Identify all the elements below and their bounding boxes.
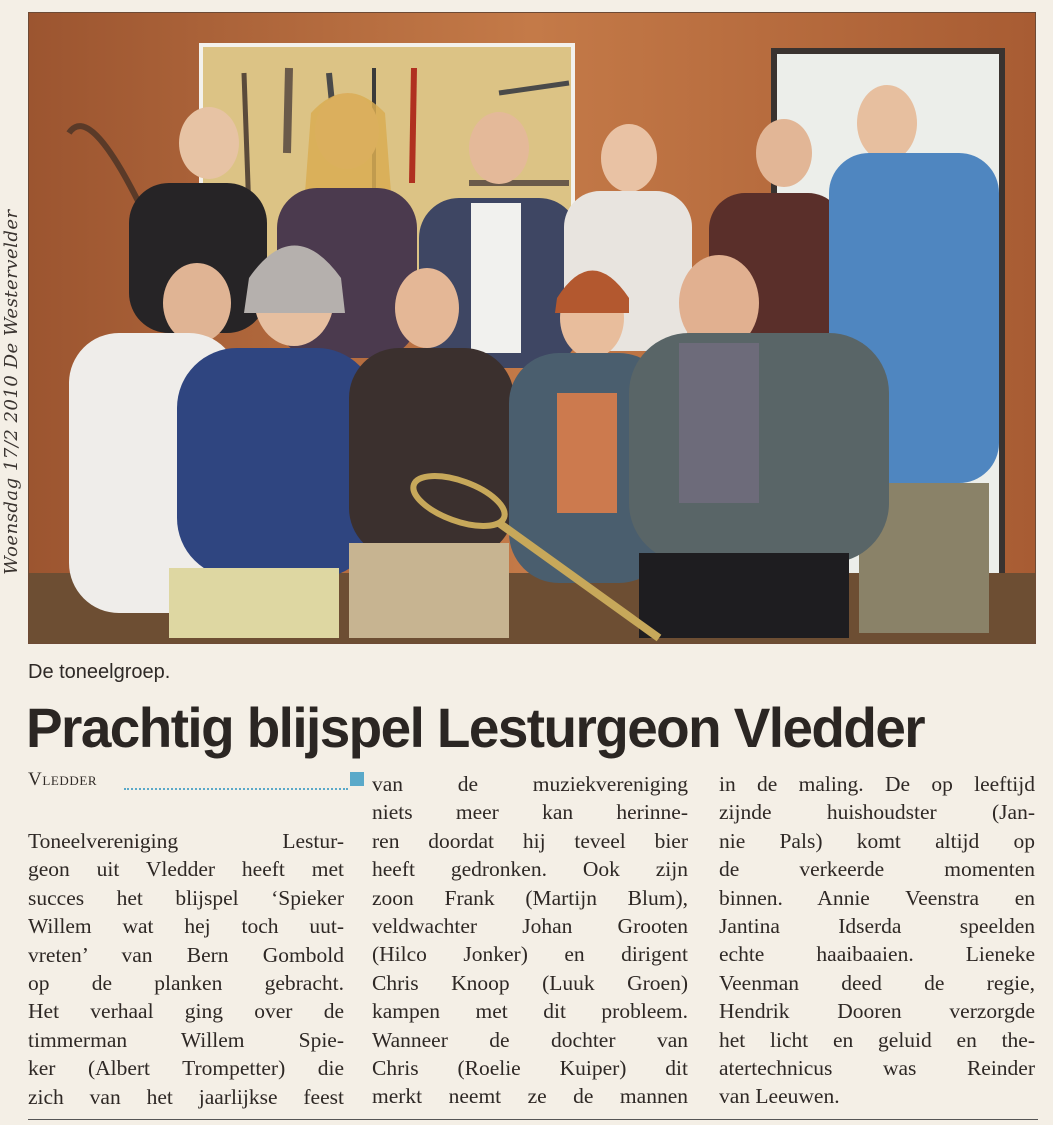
text-line: atertechnicus was Reinder — [719, 1056, 1035, 1081]
photo-caption: De toneelgroep. — [28, 661, 171, 683]
text-line: de verkeerde momenten — [719, 857, 1035, 882]
text-line: (Hilco Jonker) en dirigent — [372, 942, 688, 967]
text-line: heeft gedronken. Ook zijn — [372, 857, 688, 882]
text-line: nie Pals) komt altijd op — [719, 828, 1035, 853]
handwritten-date-note: Woensdag 17/2 2010 De Westervelder — [1, 209, 22, 575]
dateline-square-icon — [350, 772, 364, 786]
text-line: zich van het jaarlijkse feest — [28, 1084, 344, 1109]
text-line: merkt neemt ze de mannen — [372, 1084, 688, 1109]
text-line: Veenman deed de regie, — [719, 970, 1035, 995]
dateline-rule — [124, 788, 348, 790]
text-line: Chris Knoop (Luuk Groen) — [372, 970, 688, 995]
text-line: het licht en geluid en the- — [719, 1027, 1035, 1052]
dateline: Vledder — [28, 769, 98, 790]
text-line: geon uit Vledder heeft met — [28, 857, 344, 882]
group-photo — [28, 12, 1036, 644]
text-line: kampen met dit probleem. — [372, 999, 688, 1024]
text-line: van Leeuwen. — [719, 1084, 840, 1109]
dateline-block — [28, 769, 343, 793]
text-line: in de maling. De op leeftijd — [719, 772, 1035, 796]
text-line: zoon Frank (Martijn Blum), — [372, 885, 688, 910]
text-line: Toneelvereniging Lestur- — [28, 829, 344, 853]
text-line: Jantina Idserda speelden — [719, 914, 1035, 939]
article-column-2 — [372, 770, 688, 1111]
text-line: zijnde huishoudster (Jan- — [719, 800, 1035, 825]
text-line: ker (Albert Trompetter) die — [28, 1056, 344, 1081]
bottom-rule — [28, 1119, 1038, 1120]
text-line: timmerman Willem Spie- — [28, 1027, 344, 1052]
article-column-1 — [28, 827, 344, 1111]
text-line: vreten’ van Bern Gombold — [28, 942, 344, 967]
text-line: Chris (Roelie Kuiper) dit — [372, 1056, 688, 1081]
text-line: Willem wat hej toch uut- — [28, 914, 344, 939]
text-line: Wanneer de dochter van — [372, 1027, 688, 1052]
text-line: binnen. Annie Veenstra en — [719, 885, 1035, 910]
text-line: op de planken gebracht. — [28, 971, 344, 996]
text-line: veldwachter Johan Grooten — [372, 914, 688, 939]
text-line: ren doordat hij teveel bier — [372, 828, 688, 853]
text-line: van de muziekvereniging — [372, 772, 688, 796]
text-line: Het verhaal ging over de — [28, 999, 344, 1024]
text-line: niets meer kan herinne- — [372, 800, 688, 825]
article-headline: Prachtig blijspel Lesturgeon Vledder — [26, 696, 925, 759]
text-line: succes het blijspel ‘Spieker — [28, 885, 344, 910]
text-line: Hendrik Dooren verzorgde — [719, 999, 1035, 1024]
group-photo-icon — [29, 13, 1035, 643]
text-line: echte haaibaaien. Lieneke — [719, 942, 1035, 967]
article-column-3 — [719, 770, 1035, 1111]
